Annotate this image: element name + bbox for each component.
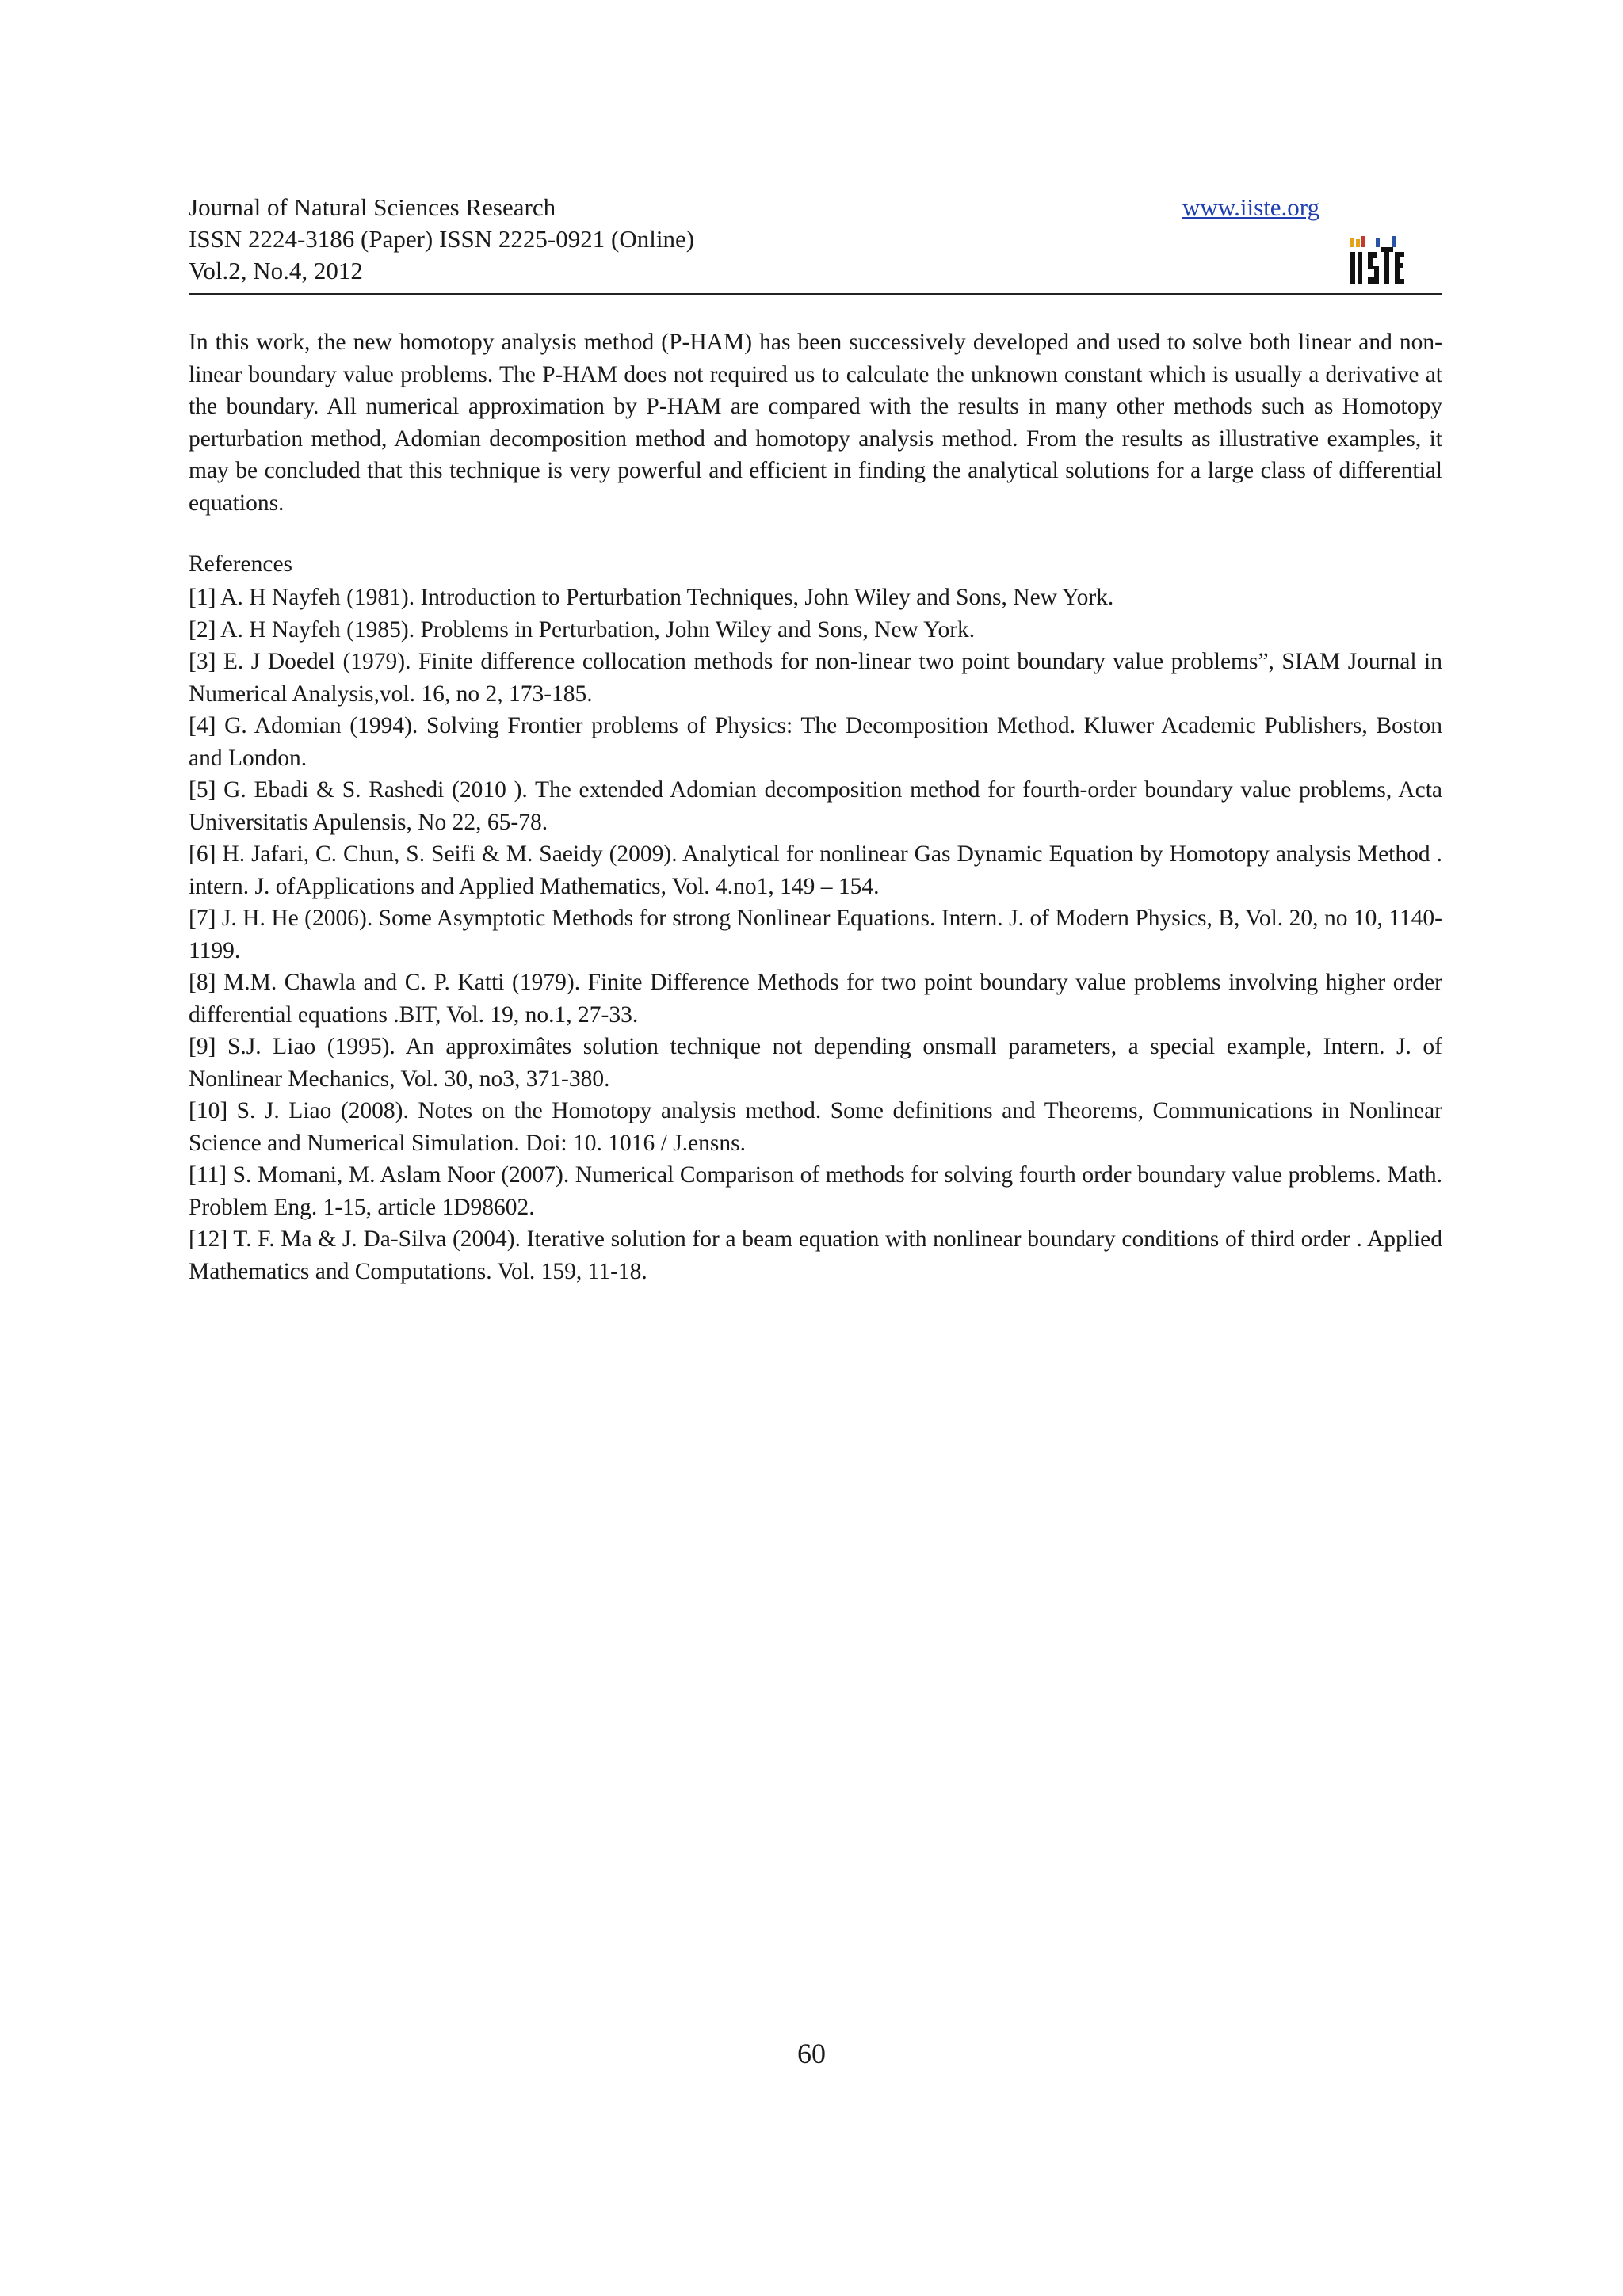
references-heading: References <box>189 551 293 577</box>
reference-item: [4] G. Adomian (1994). Solving Frontier problems of Physics: The Decomposition Method. Kluwer Academic Publishers, Boston and London. <box>189 713 1442 771</box>
reference-item: [2] A. H Nayfeh (1985). Problems in Perturbation, John Wiley and Sons, New York. <box>189 616 976 643</box>
reference-item: [3] E. J Doedel (1979). Finite difference collocation methods for non-linear two point boundary value problems”, SIAM Journal in Numerical Analysis,vol. 16, no 2, 173-185. <box>189 649 1442 707</box>
reference-item: [12] T. F. Ma & J. Da-Silva (2004). Iterative solution for a beam equation with nonlinear boundary conditions of third order . Applied Mathematics and Computations. Vol. 159, 11-18. <box>189 1226 1442 1284</box>
journal-issn: ISSN 2224-3186 (Paper) ISSN 2225-0921 (Online) <box>189 225 695 253</box>
page-header <box>189 192 1442 295</box>
journal-title: Journal of Natural Sciences Research <box>189 193 556 221</box>
reference-item: [11] S. Momani, M. Aslam Noor (2007). Numerical Comparison of methods for solving fourth order boundary value problems. Math. Problem Eng. 1-15, article 1D98602. <box>189 1162 1442 1220</box>
reference-item: [7] J. H. He (2006). Some Asymptotic Methods for strong Nonlinear Equations. Intern. J. of Modern Physics, B, Vol. 20, no 10, 1140-1199. <box>189 906 1442 963</box>
reference-item: [9] S.J. Liao (1995). An approximâtes solution technique not depending onsmall parameters, a special example, Intern. J. of Nonlinear Mechanics, Vol. 30, no3, 371-380. <box>189 1034 1442 1092</box>
reference-item: [1] A. H Nayfeh (1981). Introduction to Perturbation Techniques, John Wiley and Sons, New York. <box>189 585 1114 610</box>
references-list <box>189 582 1442 1287</box>
reference-item: [6] H. Jafari, C. Chun, S. Seifi & M. Saeidy (2009). Analytical for nonlinear Gas Dynamic Equation by Homotopy analysis Method . intern. J. ofApplications and Applied Mathematics, Vol. 4.no1, 149 – 154. <box>189 841 1442 899</box>
journal-volume: Vol.2, No.4, 2012 <box>189 257 363 284</box>
reference-item: [5] G. Ebadi & S. Rashedi (2010 ). The extended Adomian decomposition method for fourth-order boundary value problems, Acta Universitatis Apulensis, No 22, 65-78. <box>189 777 1442 835</box>
iiste-logo <box>1349 233 1406 290</box>
reference-item: [8] M.M. Chawla and C. P. Katti (1979). Finite Difference Methods for two point boundary value problems involving higher order differential equations .BIT, Vol. 19, no.1, 27-33. <box>189 970 1442 1028</box>
page-number: 60 <box>797 2038 826 2069</box>
journal-website-link[interactable]: www.iiste.org <box>1182 193 1320 221</box>
reference-item: [10] S. J. Liao (2008). Notes on the Homotopy analysis method. Some definitions and Theorems, Communications in Nonlinear Science and Numerical Simulation. Doi: 10. 1016 / J.ensns. <box>189 1098 1442 1156</box>
conclusion-paragraph: In this work, the new homotopy analysis method (P-HAM) has been successively developed and used to solve both linear and non-linear boundary value problems. The P-HAM does not required us to calculate the unknown constant which is usually a derivative at the boundary. All numerical approximation by P-HAM are compared with the results in many other methods such as Homotopy perturbation method, Adomian decomposition method and homotopy analysis method. From the results as illustrative examples, it may be concluded that this technique is very powerful and efficient in finding the analytical solutions for a large class of differential equations. <box>189 330 1442 516</box>
